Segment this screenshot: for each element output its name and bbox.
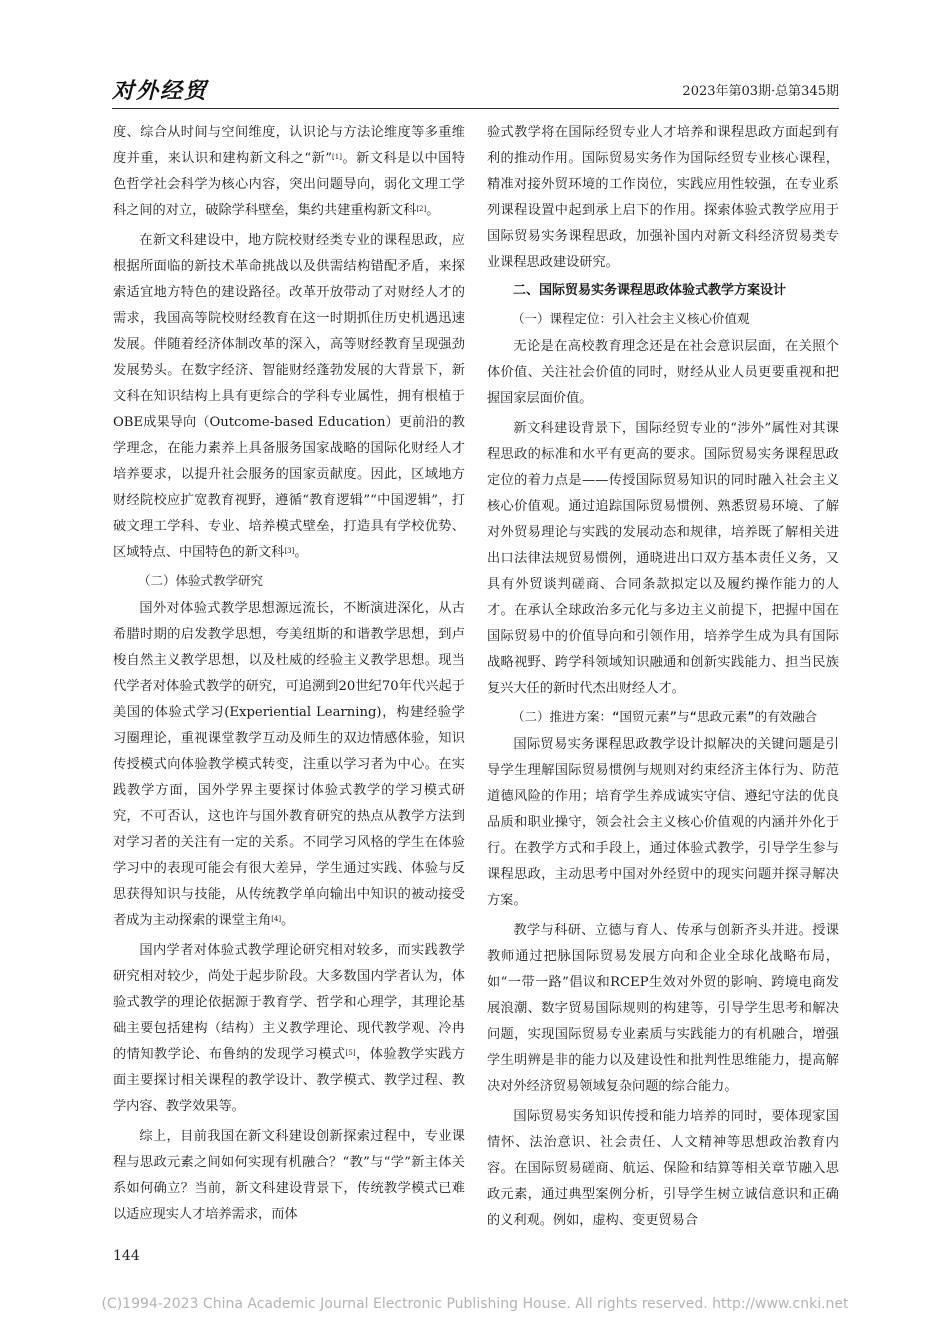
paragraph: 综上，目前我国在新文科建设创新探索过程中，专业课程与思政元素之间如何实现有机融合？“教”与“学”新主体关系如何确立？当前，新文科建设背景下，传统教学模式已难以适应现实人才培养需求，而体 <box>113 1129 465 1222</box>
left-column <box>113 120 465 1228</box>
header-rule <box>112 108 839 109</box>
paragraph: 国外对体验式教学思想源远流长，不断演进深化，从古希腊时期的启发教学思想，夸美纽斯的和谐教学思想，到卢梭自然主义教学思想，以及杜威的经验主义教学思想。现当代学者对体验式教学的研究，可追溯到20世纪70年代兴起于美国的体验式学习(Experiential Learning)，构建经验学习圈理论，重视课堂教学互动及师生的双边情感体验，知识传授模式向体验教学模式转变，注重以学习者为中心。在实践教学方面，国外学界主要探讨体验式教学的学习模式研究，不可否认，这也许与国外教育研究的热点从教学方法到对学习者的关注有一定的关系。不同学习风格的学生在体验学习中的表现可能会有很大差异，学生通过实践、体验与反思获得知识与技能，从传统教学单向输出中知识的被动接受者成为主动探索的课堂主角[4]。 <box>113 601 465 928</box>
section-heading: 二、国际贸易实务课程思政体验式教学方案设计 <box>513 283 787 298</box>
paragraph: 无论是在高校教育理念还是在社会意识层面，在关照个体价值、关注社会价值的同时，财经从业人员更要重视和把握国家层面价值。 <box>487 339 839 406</box>
right-column <box>487 120 839 1234</box>
paragraph: 在新文科建设中，地方院校财经类专业的课程思政，应根据所面临的新技术革命挑战以及供需结构错配矛盾，来探索适宜地方特色的建设路径。改革开放带动了对财经人才的需求，我国高等院校财经教育在这一时期抓住历史机遇迅速发展。伴随着经济体制改革的深入，高等财经教育呈现强劲发展势头。在数字经济、智能财经蓬勃发展的大背景下，新文科在知识结构上具有更综合的学科专业属性，拥有根植于OBE成果导向（Outcome-based Education）更前沿的教学理念，在能力素养上具备服务国家战略的国际化财经人才培养要求，以提升社会服务的国家贡献度。因此，区域地方财经院校应扩宽教育视野，遵循“教育逻辑”“中国逻辑”，打破文理工学科、专业、培养模式壁垒，打造具有学校优势、区域特点、中国特色的新文科[3]。 <box>113 233 465 560</box>
subsection-heading: （二）体验式教学研究 <box>138 573 264 588</box>
paragraph: 国际贸易实务课程思政教学设计拟解决的关键问题是引导学生理解国际贸易惯例与规则对约束经济主体行为、防范道德风险的作用；培育学生养成诚实守信、遵纪守法的优良品质和职业操守，领会社会主义核心价值观的内涵并外化于行。在教学方式和手段上，通过体验式教学，引导学生参与课程思政，主动思考中国对外经贸中的现实问题并探寻解决方案。 <box>487 737 839 908</box>
paragraph: 国际贸易实务知识传授和能力培养的同时，要体现家国情怀、法治意识、社会责任、人文精神等思想政治教育内容。在国际贸易磋商、航运、保险和结算等相关章节融入思政元素，通过典型案例分析，引导学生树立诚信意识和正确的义利观。例如，虚构、变更贸易合 <box>487 1109 839 1228</box>
paragraph: 新文科建设背景下，国际经贸专业的“涉外”属性对其课程思政的标准和水平有更高的要求。国际贸易实务课程思政定位的着力点是——传授国际贸易知识的同时融入社会主义核心价值观。通过追踪国际贸易惯例、熟悉贸易环境、了解对外贸易理论与实践的发展动态和规律，培养既了解相关进出口法律法规贸易惯例，通晓进出口双方基本责任义务，又具有外贸谈判磋商、合同条款拟定以及履约操作能力的人才。在承认全球政治多元化与多边主义前提下，把握中国在国际贸易中的价值导向和引领作用，培养学生成为具有国际战略视野、跨学科领域知识融通和创新实践能力、担当民族复兴大任的新时代杰出财经人才。 <box>487 421 839 696</box>
paragraph: 国内学者对体验式教学理论研究相对较多，而实践教学研究相对较少，尚处于起步阶段。大多数国内学者认为，体验式教学的理论依据源于教育学、哲学和心理学，其理论基础主要包括建构（结构）主义教学理论、现代教学观、冷冉的情知教学论、布鲁纳的发现学习模式[5]，体验教学实践方面主要探讨相关课程的教学设计、教学模式、教学过程、教学内容、教学效果等。 <box>113 943 466 1114</box>
paragraph: 度、综合从时间与空间维度，认识论与方法论维度等多重维度并重，来认识和建构新文科之“新”[1]。新文科是以中国特色哲学社会科学为核心内容，突出问题导向，弱化文理工学科之间的对立，破除学科壁垒，集约共建重构新文科[2]。 <box>113 125 466 218</box>
citation: [4] <box>271 915 282 923</box>
citation: [1] <box>332 153 342 161</box>
citation: [5] <box>345 1049 356 1057</box>
page-number: 144 <box>113 1248 140 1264</box>
journal-title: 对外经贸 <box>112 78 209 104</box>
subsection-heading: （二）推进方案：“国贸元素”与“思政元素”的有效融合 <box>512 709 818 724</box>
citation: [3] <box>284 547 295 555</box>
citation: [2] <box>416 205 427 213</box>
paragraph: 教学与科研、立德与育人、传承与创新齐头并进。授课教师通过把脉国际贸易发展方向和企业全球化战略布局，如“一带一路”倡议和RCEP生效对外贸的影响、跨境电商发展浪潮、数字贸易国际规则的构建等，引导学生思考和解决问题，实现国际贸易专业素质与实践能力的有机融合，增强学生明辨是非的能力以及建设性和批判性思维能力，提高解决对外经济贸易领域复杂问题的综合能力。 <box>487 923 839 1094</box>
running-header <box>112 74 839 110</box>
paragraph: 验式教学将在国际经贸专业人才培养和课程思政方面起到有利的推动作用。国际贸易实务作为国际经贸专业核心课程，精准对接外贸环境的工作岗位，实践应用性较强，在专业系列课程设置中起到承上启下的作用。探索体验式教学应用于国际贸易实务课程思政，加强补国内对新文科经济贸易类专业课程思政建设研究。 <box>487 125 839 270</box>
copyright-footer: (C)1994-2023 China Academic Journal Electronic Publishing House. All rights reserved. http://www.cnki.net <box>101 1296 849 1312</box>
issue-info: 2023年第03期·总第345期 <box>682 84 839 99</box>
subsection-heading: （一）课程定位：引入社会主义核心价值观 <box>512 311 750 326</box>
